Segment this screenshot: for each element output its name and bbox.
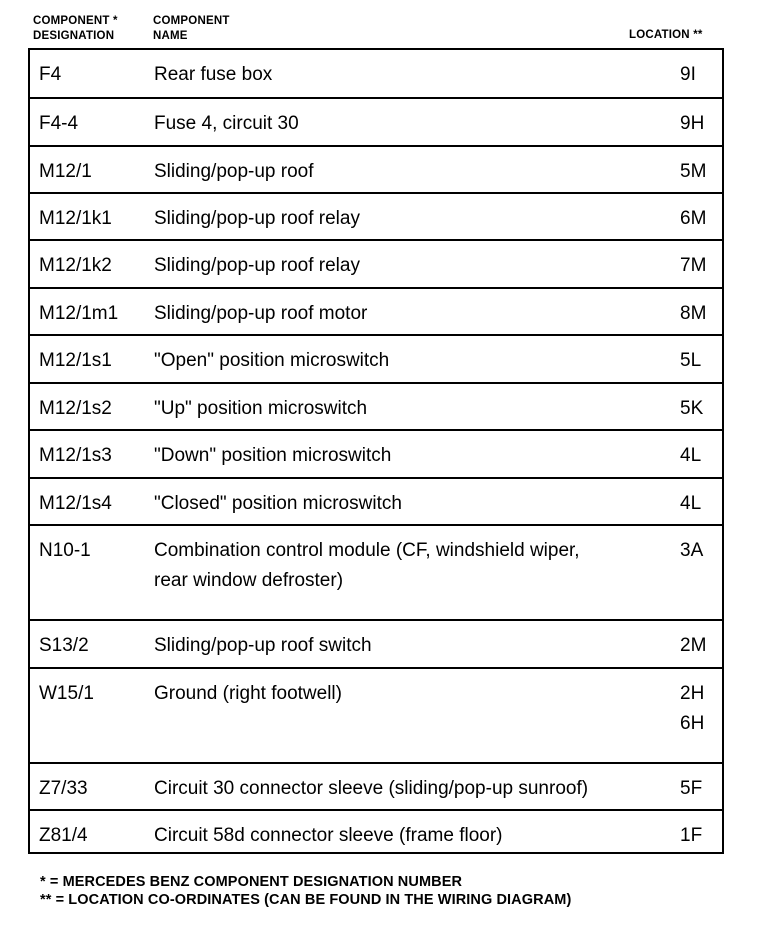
component-name: [154, 299, 367, 329]
component-location: [680, 204, 706, 234]
component-name: [154, 109, 299, 139]
table-row: [30, 287, 722, 334]
table-row: [30, 762, 722, 809]
table-row: [30, 334, 722, 382]
component-name: [154, 157, 314, 187]
component-name-line: "Open" position microswitch: [154, 350, 390, 371]
location-code: 6M: [680, 208, 707, 229]
component-name-line: Sliding/pop-up roof relay: [154, 208, 360, 229]
component-designation: M12/1s3: [39, 445, 112, 466]
table-row: [30, 667, 722, 762]
location-code: 9H: [680, 113, 705, 134]
component-designation: M12/1k2: [39, 255, 112, 276]
table-row: [30, 524, 722, 619]
header-designation: [33, 14, 118, 44]
component-name-line: Combination control module (CF, windshield wiper,: [154, 540, 580, 561]
location-code: 5M: [680, 161, 707, 182]
table-row: [30, 477, 722, 524]
component-name-line: Circuit 30 connector sleeve (sliding/pop-up sunroof): [154, 778, 589, 799]
location-code: 2M: [680, 635, 707, 656]
component-designation: Z7/33: [39, 778, 88, 799]
component-location: [680, 109, 704, 139]
header-location-label: LOCATION **: [629, 29, 703, 41]
component-name: [154, 251, 360, 281]
table-row: [30, 145, 722, 192]
header-designation-line-1: COMPONENT *: [33, 15, 118, 27]
location-code: 1F: [680, 825, 703, 846]
table-row: [30, 50, 722, 97]
component-designation: M12/1m1: [39, 303, 119, 324]
component-name-line: Sliding/pop-up roof switch: [154, 635, 372, 656]
component-designation: F4-4: [39, 113, 79, 134]
location-code: 5K: [680, 398, 704, 419]
location-code: 9I: [680, 64, 696, 85]
component-designation: M12/1s2: [39, 398, 112, 419]
component-name: [154, 60, 272, 90]
header-location: [629, 28, 703, 43]
header-designation-line-2: DESIGNATION: [33, 30, 115, 42]
component-name-line: Circuit 58d connector sleeve (frame floor): [154, 825, 503, 846]
location-code: 8M: [680, 303, 707, 324]
component-name: [154, 679, 342, 709]
component-location: [680, 774, 702, 804]
component-name: [154, 204, 360, 234]
location-code: 6H: [680, 713, 705, 734]
component-location: [680, 679, 704, 739]
component-designation: S13/2: [39, 635, 89, 656]
component-location: [680, 536, 703, 566]
location-code: 2H: [680, 683, 705, 704]
component-name-line: Ground (right footwell): [154, 683, 342, 704]
component-location: [680, 251, 706, 281]
component-designation: N10-1: [39, 540, 91, 561]
component-location: [680, 441, 701, 471]
component-designation: W15/1: [39, 683, 94, 704]
component-name-line: "Up" position microswitch: [154, 398, 368, 419]
component-location: [680, 489, 701, 519]
component-name-line: Rear fuse box: [154, 64, 273, 85]
table-row: [30, 429, 722, 477]
table-row: [30, 809, 722, 854]
footnote-location: ** = LOCATION CO-ORDINATES (CAN BE FOUND IN THE WIRING DIAGRAM): [40, 892, 572, 908]
component-name: [154, 536, 580, 596]
table-row: [30, 619, 722, 667]
component-location: [680, 299, 706, 329]
component-name: [154, 774, 588, 804]
table-row: [30, 382, 722, 429]
component-designation: M12/1s1: [39, 350, 112, 371]
component-location: [680, 821, 702, 851]
table-row: [30, 97, 722, 145]
component-name: [154, 489, 402, 519]
location-code: 3A: [680, 540, 704, 561]
table-row: [30, 239, 722, 287]
location-code: 4L: [680, 445, 702, 466]
component-name: [154, 821, 502, 851]
component-name-line: rear window defroster): [154, 570, 344, 591]
component-name: [154, 346, 389, 376]
component-location: [680, 631, 706, 661]
component-designation: Z81/4: [39, 825, 88, 846]
component-designation: M12/1k1: [39, 208, 112, 229]
component-name: [154, 631, 372, 661]
location-code: 7M: [680, 255, 707, 276]
component-location: [680, 157, 706, 187]
component-location: [680, 60, 696, 90]
component-name-line: Fuse 4, circuit 30: [154, 113, 299, 134]
component-name-line: Sliding/pop-up roof: [154, 161, 314, 182]
component-table: [28, 48, 724, 854]
component-name-line: Sliding/pop-up roof relay: [154, 255, 360, 276]
table-row: [30, 192, 722, 239]
header-name-line-2: NAME: [153, 30, 188, 42]
component-name: [154, 394, 367, 424]
location-code: 5L: [680, 350, 702, 371]
component-name-line: "Closed" position microswitch: [154, 493, 402, 514]
component-location: [680, 346, 701, 376]
header-name-line-1: COMPONENT: [153, 15, 230, 27]
component-name-line: Sliding/pop-up roof motor: [154, 303, 368, 324]
component-designation: M12/1s4: [39, 493, 112, 514]
header-name: [153, 14, 230, 44]
component-location: [680, 394, 703, 424]
component-name: [154, 441, 391, 471]
component-designation: M12/1: [39, 161, 92, 182]
location-code: 4L: [680, 493, 702, 514]
location-code: 5F: [680, 778, 703, 799]
footnote-designation: * = MERCEDES BENZ COMPONENT DESIGNATION NUMBER: [40, 874, 463, 890]
component-name-line: "Down" position microswitch: [154, 445, 392, 466]
component-designation: F4: [39, 64, 62, 85]
